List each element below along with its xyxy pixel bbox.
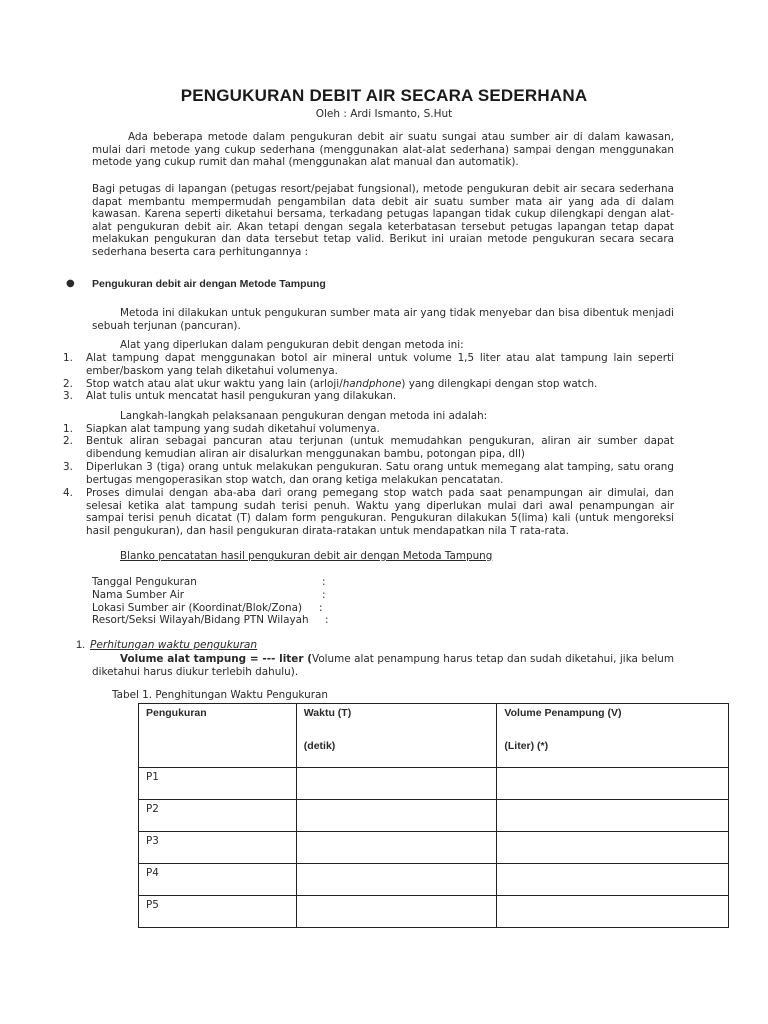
header-volume <box>497 704 729 768</box>
bullet-icon: ● <box>66 278 75 289</box>
tool-number: 3. <box>63 390 73 402</box>
table-row <box>139 768 729 800</box>
step-item: Siapkan alat tampung yang sudah diketahui volumenya. <box>86 423 380 435</box>
volume-cell <box>497 800 729 832</box>
step-number: 2. <box>63 435 73 447</box>
waktu-cell <box>296 832 497 864</box>
volume-paragraph <box>92 653 674 678</box>
row-label-cell <box>139 768 297 800</box>
waktu-cell <box>296 864 497 896</box>
waktu-cell <box>296 768 497 800</box>
header-unit: (detik) <box>303 740 336 752</box>
field-label-nama: Nama Sumber Air <box>92 589 185 601</box>
table-row <box>139 896 729 928</box>
field-label-tanggal: Tanggal Pengukuran <box>92 576 197 588</box>
field-label-lokasi: Lokasi Sumber air (Koordinat/Blok/Zona) <box>92 602 302 614</box>
row-label: P2 <box>146 803 159 815</box>
step-item: Bentuk aliran sebagai pancuran atau terjunan (untuk memudahkan pengukuran, aliran air sumber dapat dibendung kemudian aliran air disalurkan menggunakan bambu, potongan pipa, dll) <box>86 435 674 460</box>
document-title: PENGUKURAN DEBIT AIR SECARA SEDERHANA <box>180 86 588 105</box>
steps-intro: Langkah-langkah pelaksanaan pengukuran dengan metoda ini adalah: <box>120 410 488 422</box>
header-label: Waktu (T) <box>303 707 352 719</box>
subsection-number: 1. <box>76 639 86 651</box>
field-label-resort: Resort/Seksi Wilayah/Bidang PTN Wilayah <box>92 614 309 626</box>
subsection-title: Perhitungan waktu pengukuran <box>90 639 258 651</box>
field-separator: : <box>322 576 326 588</box>
table-row <box>139 864 729 896</box>
step-item: Diperlukan 3 (tiga) orang untuk melakukan pengukuran. Satu orang untuk memegang alat tamping, satu orang bertugas mengoperasikan stop watch, dan orang ketiga melakukan pencatatan. <box>86 461 674 486</box>
volume-cell <box>497 864 729 896</box>
volume-bold: Volume alat tampung = --- liter ( <box>120 653 313 665</box>
blanko-title: Blanko pencatatan hasil pengukuran debit air dengan Metoda Tampung <box>120 550 493 562</box>
field-separator: : <box>322 589 326 601</box>
row-label-cell <box>139 832 297 864</box>
document-author: Oleh : Ardi Ismanto, S.Hut <box>315 108 453 120</box>
step-number: 4. <box>63 487 73 499</box>
header-waktu <box>296 704 497 768</box>
table-header-row <box>139 704 729 768</box>
tool-number: 2. <box>63 378 73 390</box>
row-label-cell <box>139 896 297 928</box>
volume-cell <box>497 832 729 864</box>
waktu-cell <box>296 896 497 928</box>
step-item: Proses dimulai dengan aba-aba dari orang pemegang stop watch pada saat penampungan air dimulai, dan selesai ketika alat tampung sudah terisi penuh. Waktu yang diperlukan mulai dari awal penampungan air sampai terisi penuh dicatat (T) dalam form pengukuran. Pengukuran dilakukan 5(lima) kali (untuk mengoreksi hasil pengukuran), dan hasil pengukuran dirata-ratakan untuk mendapatkan nila T rata-rata. <box>86 487 674 537</box>
measurement-table <box>138 703 729 928</box>
row-label: P3 <box>146 835 159 847</box>
row-label: P4 <box>146 867 159 879</box>
waktu-cell <box>296 800 497 832</box>
field-separator: : <box>319 602 323 614</box>
tool-item: Alat tulis untuk mencatat hasil pengukuran yang dilakukan. <box>86 390 397 402</box>
tool-item-text: Stop watch atau alat ukur waktu yang lain (arloji/ <box>86 378 343 390</box>
row-label: P5 <box>146 899 159 911</box>
row-label-cell <box>139 864 297 896</box>
volume-text: Volume alat penampung harus tetap dan sudah diketahui, jika belum diketahui harus diukur terlebih dahulu). <box>92 653 674 678</box>
intro-paragraph-1: Ada beberapa metode dalam pengukuran debit air suatu sungai atau sumber air di dalam kawasan, mulai dari metode yang cukup sederhana (menggunakan alat-alat sederhana) sampai dengan menggunakan metode yang cukup rumit dan mahal (menggunakan alat manual dan automatik). <box>92 131 674 169</box>
header-pengukuran <box>139 704 297 768</box>
row-label-cell <box>139 800 297 832</box>
header-label: Pengukuran <box>146 707 207 719</box>
tool-item-italic: handphone <box>342 378 402 390</box>
step-number: 3. <box>63 461 73 473</box>
volume-cell <box>497 896 729 928</box>
tools-intro: Alat yang diperlukan dalam pengukuran debit dengan metoda ini: <box>120 339 464 351</box>
volume-cell <box>497 768 729 800</box>
table-caption: Tabel 1. Penghitungan Waktu Pengukuran <box>112 689 328 701</box>
tool-item-text: ) yang dilengkapi dengan stop watch. <box>401 378 598 390</box>
tool-item: Alat tampung dapat menggunakan botol air mineral untuk volume 1,5 liter atau alat tampung lain seperti ember/baskom yang telah diketahui volumenya. <box>86 352 674 377</box>
section-heading: Pengukuran debit air dengan Metode Tampung <box>92 278 326 290</box>
tool-item <box>86 378 674 391</box>
method-paragraph: Metoda ini dilakukan untuk pengukuran sumber mata air yang tidak menyebar dan bisa dibentuk menjadi sebuah terjunan (pancuran). <box>92 307 674 332</box>
step-number: 1. <box>63 423 73 435</box>
header-label: Volume Penampung (V) <box>504 707 622 719</box>
table-row <box>139 832 729 864</box>
row-label: P1 <box>146 771 159 783</box>
tool-number: 1. <box>63 352 73 364</box>
intro-paragraph-2: Bagi petugas di lapangan (petugas resort/pejabat fungsional), metode pengukuran debit air secara sederhana dapat membantu mempermudah pengambilan data debit air suatu sumber mata air yang ada di dalam kawasan. Karena seperti diketahui bersama, terkadang petugas lapangan tidak cukup dilengkapi dengan alat-alat pengukuran debit air. Akan tetapi dengan segala keterbatasan tersebut petugas lapangan tetap dapat melakukan pengukuran dan data tersebut tetap valid. Berikut ini uraian metode pengukuran secara secara sederhana beserta cara perhitungannya : <box>92 183 674 258</box>
header-unit: (Liter) (*) <box>504 740 549 752</box>
field-separator: : <box>325 614 329 626</box>
table-row <box>139 800 729 832</box>
